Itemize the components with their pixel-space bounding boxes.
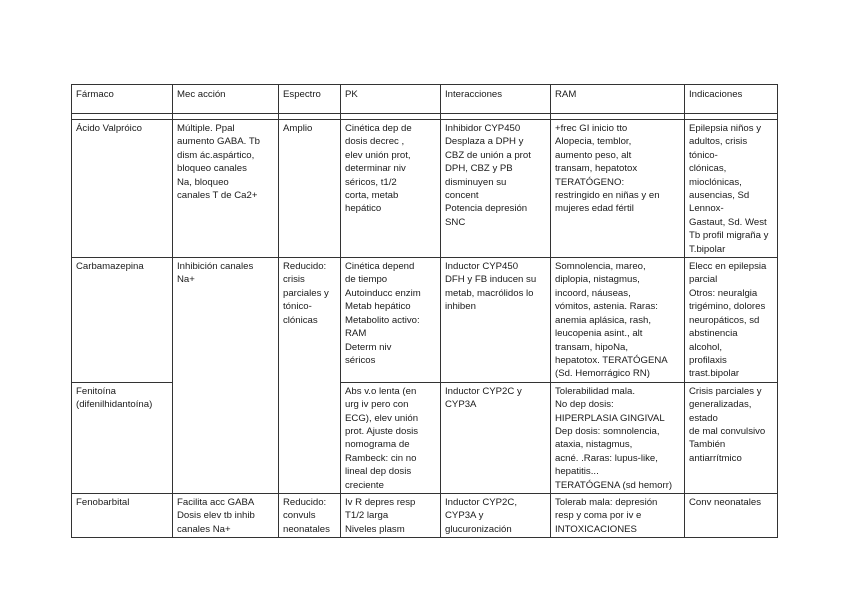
cell-pk: Abs v.o lenta (en urg iv pero con ECG), elev unión prot. Ajuste dosis nomograma de Rambeck: cin no lineal dep dosis creciente: [341, 382, 441, 493]
header-espectro: Espectro: [279, 85, 341, 114]
cell-farmaco: Carbamazepina: [72, 258, 173, 383]
cell-indicaciones: Epilepsia niños y adultos, crisis tónico- clónicas, mioclónicas, ausencias, Sd Lennox- Gastaut, Sd. West Tb profil migraña y T.bipolar: [685, 120, 778, 258]
antiepileptic-drugs-table: [71, 84, 778, 538]
table-row-valproico: [72, 120, 778, 258]
cell-ram: Somnolencia, mareo, diplopia, nistagmus, incoord, náuseas, vómitos, astenia. Raras: anemia aplásica, rash, leucopenia asint., alt transam, hipoNa, hepatotox. TERATÓGENA (Sd. Hemorrágico RN): [551, 258, 685, 383]
table-row-fenobarbital: [72, 493, 778, 537]
cell-ram: Tolerab mala: depresión resp y coma por iv e INTOXICACIONES: [551, 493, 685, 537]
cell-espectro: Amplio: [279, 120, 341, 258]
cell-mecanismo: Facilita acc GABA Dosis elev tb inhib canales Na+: [173, 493, 279, 537]
cell-espectro: Reducido: crisis parciales y tónico- clónicas: [279, 258, 341, 494]
cell-interacciones: Inhibidor CYP450 Desplaza a DPH y CBZ de unión a prot DPH, CBZ y PB disminuyen su concent Potencia depresión SNC: [441, 120, 551, 258]
cell-farmaco: Ácido Valpróico: [72, 120, 173, 258]
table-row-carbamazepina: [72, 258, 778, 383]
cell-indicaciones: Elecc en epilepsia parcial Otros: neuralgia trigémino, dolores neuropáticos, sd abstinencia alcohol, profilaxis trast.bipolar: [685, 258, 778, 383]
cell-ram: Tolerabilidad mala. No dep dosis: HIPERPLASIA GINGIVAL Dep dosis: somnolencia, ataxia, nistagmus, acné. .Raras: lupus-like, hepatitis... TERATÓGENA (sd hemorr): [551, 382, 685, 493]
cell-indicaciones: Crisis parciales y generalizadas, estado de mal convulsivo También antiarrítmico: [685, 382, 778, 493]
cell-espectro: Reducido: convuls neonatales: [279, 493, 341, 537]
cell-pk: Cinética depend de tiempo Autoinducc enzim Metab hepático Metabolito activo: RAM Determ niv séricos: [341, 258, 441, 383]
cell-indicaciones: Conv neonatales: [685, 493, 778, 537]
cell-mecanismo: Múltiple. Ppal aumento GABA. Tb dism ác.aspártico, bloqueo canales Na, bloqueo canales T de Ca2+: [173, 120, 279, 258]
header-mecanismo: Mec acción: [173, 85, 279, 114]
cell-farmaco: Fenobarbital: [72, 493, 173, 537]
cell-mecanismo: Inhibición canales Na+: [173, 258, 279, 494]
header-interacciones: Interacciones: [441, 85, 551, 114]
cell-pk: Cinética dep de dosis decrec , elev unión prot, determinar niv séricos, t1/2 corta, metab hepático: [341, 120, 441, 258]
header-ram: RAM: [551, 85, 685, 114]
header-farmaco: Fármaco: [72, 85, 173, 114]
cell-ram: +frec GI inicio tto Alopecia, temblor, aumento peso, alt transam, hepatotox TERATÓGENO: restringido en niñas y en mujeres edad fértil: [551, 120, 685, 258]
cell-interacciones: Inductor CYP2C y CYP3A: [441, 382, 551, 493]
cell-pk: Iv R depres resp T1/2 larga Niveles plasm: [341, 493, 441, 537]
table-header-row: [72, 85, 778, 114]
cell-interacciones: Inductor CYP450 DFH y FB inducen su metab, macrólidos lo inhiben: [441, 258, 551, 383]
cell-farmaco: Fenitoína (difenilhidantoína): [72, 382, 173, 493]
header-indicaciones: Indicaciones: [685, 85, 778, 114]
header-pk: PK: [341, 85, 441, 114]
cell-interacciones: Inductor CYP2C, CYP3A y glucuronización: [441, 493, 551, 537]
